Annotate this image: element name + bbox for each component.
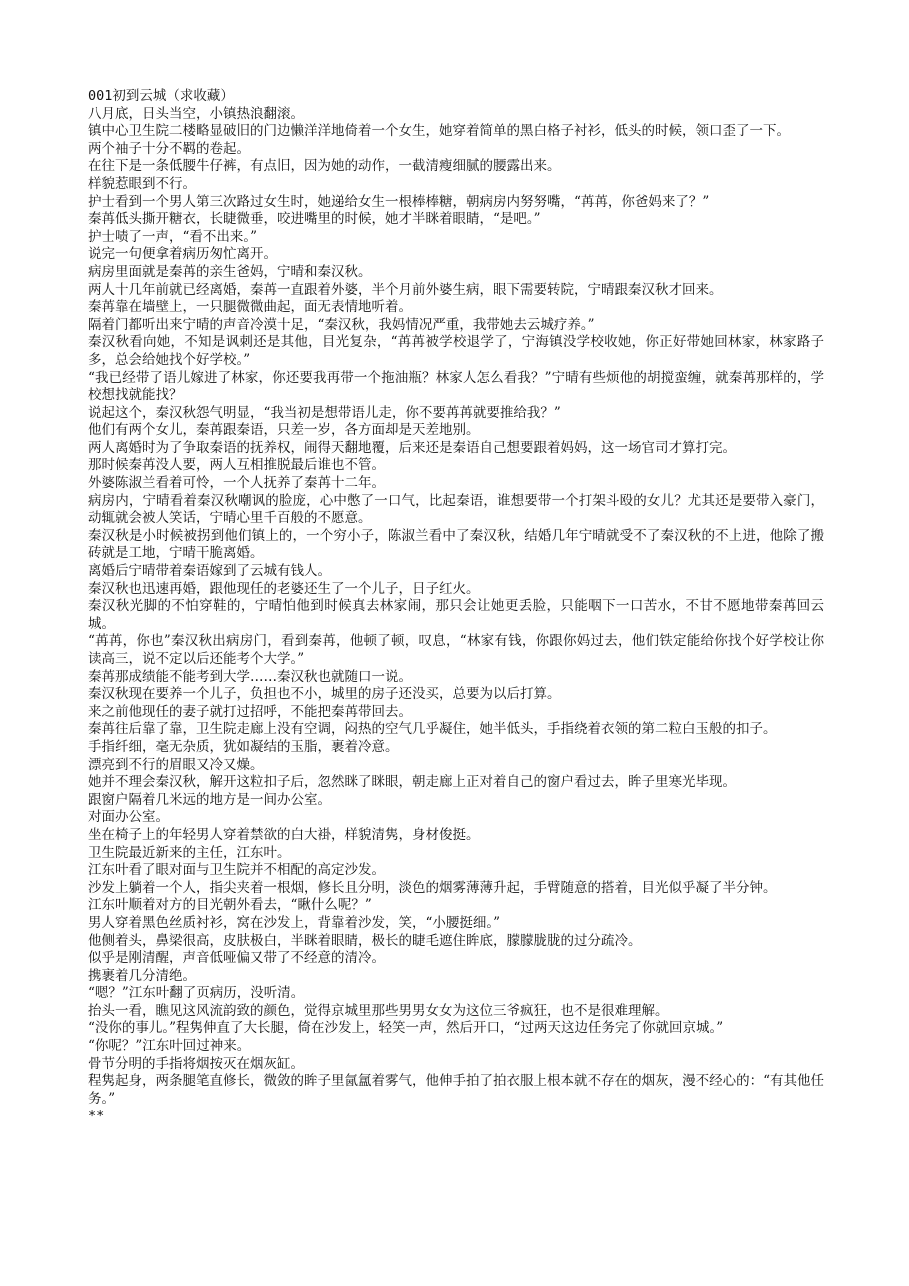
- paragraph: 抬头一看，瞧见这风流韵致的颜色，觉得京城里那些男男女女为这位三爷疯狂，也不是很难理解。: [88, 1002, 669, 1019]
- paragraph: 似乎是刚清醒，声音低哑偏又带了不经意的清冷。: [88, 950, 385, 967]
- paragraph: 卫生院最近新来的主任，江东叶。: [88, 844, 291, 861]
- section-separator: **: [88, 1108, 105, 1125]
- document-body: [88, 88, 824, 1126]
- paragraph: 来之前他现任的妻子就打过招呼，不能把秦苒带回去。: [88, 703, 412, 720]
- paragraph: “你呢？”江东叶回过神来。: [88, 1038, 251, 1055]
- paragraph: 秦汉秋是小时候被拐到他们镇上的，一个穷小子，陈淑兰看中了秦汉秋，结婚几年宁晴就受不了秦汉秋的不上进，他除了搬砖就是工地，宁晴干脆离婚。: [88, 527, 824, 562]
- paragraph: 镇中心卫生院二楼略显破旧的门边懒洋洋地倚着一个女生，她穿着简单的黑白格子衬衫，低头的时候，领口歪了一下。: [88, 123, 790, 140]
- paragraph: 坐在椅子上的年轻男人穿着禁欲的白大褂，样貌清隽，身材俊挺。: [88, 826, 480, 843]
- paragraph: 秦汉秋现在要养一个儿子，负担也不小，城里的房子还没买，总要为以后打算。: [88, 686, 561, 703]
- paragraph: 江东叶顺着对方的目光朝外看去，“瞅什么呢？”: [88, 897, 372, 914]
- paragraph: “嗯？”江东叶翻了页病历，没听清。: [88, 985, 305, 1002]
- paragraph: 跟窗户隔着几米远的地方是一间办公室。: [88, 791, 331, 808]
- paragraph: 程隽起身，两条腿笔直修长，微敛的眸子里氤氲着雾气，他伸手拍了拍衣服上根本就不存在的烟灰，漫不经心的：“有其他任务。”: [88, 1073, 824, 1107]
- paragraph: 秦苒低头撕开糖衣，长睫微垂，咬进嘴里的时候，她才半眯着眼睛，“是吧。”: [88, 211, 541, 228]
- paragraph: 说起这个，秦汉秋怨气明显，“我当初是想带语儿走，你不要苒苒就要推给我？”: [88, 404, 561, 421]
- paragraph: 那时候秦苒没人要，两人互相推脱最后谁也不管。: [88, 457, 385, 474]
- paragraph: 护士看到一个男人第三次路过女生时，她递给女生一根棒棒糖，朝病房内努努嘴，“苒苒，你爸妈来了？”: [88, 193, 710, 210]
- paragraph: 手指纤细，毫无杂质，犹如凝结的玉脂，裹着冷意。: [88, 738, 399, 755]
- paragraph: 秦苒那成绩能不能考到大学……秦汉秋也就随口一说。: [88, 668, 412, 685]
- paragraph: “没你的事儿。”程隽伸直了大长腿，倚在沙发上，轻笑一声，然后开口，“过两天这边任务完了你就回京城。”: [88, 1020, 724, 1037]
- paragraph: 样貌惹眼到不行。: [88, 175, 196, 192]
- chapter-title: 001初到云城（求收藏）: [88, 88, 234, 104]
- paragraph: 病房内，宁晴看着秦汉秋嘲讽的脸庞，心中憋了一口气，比起秦语，谁想要带一个打架斗殴的女儿？尤其还是要带入豪门，动辄就会被人笑话，宁晴心里千百般的不愿意。: [88, 492, 824, 527]
- paragraph: 对面办公室。: [88, 809, 169, 826]
- paragraph: 八月底，日头当空，小镇热浪翻滚。: [88, 105, 304, 122]
- paragraph: 秦苒往后靠了靠，卫生院走廊上没有空调，闷热的空气几乎凝住，她半低头，手指绕着衣领的第二粒白玉般的扣子。: [88, 721, 777, 738]
- paragraph: 离婚后宁晴带着秦语嫁到了云城有钱人。: [88, 563, 331, 580]
- paragraph: 漂亮到不行的眉眼又冷又燥。: [88, 756, 264, 773]
- paragraph: 秦汉秋看向她，不知是讽刺还是其他，目光复杂，“苒苒被学校退学了，宁海镇没学校收她，你正好带她回林家，林家路子多，总会给她找个好学校。”: [88, 334, 824, 368]
- paragraph: 江东叶看了眼对面与卫生院并不相配的高定沙发。: [88, 862, 385, 879]
- paragraph: 两人十几年前就已经离婚，秦苒一直跟着外婆，半个月前外婆生病，眼下需要转院，宁晴跟秦汉秋才回来。: [88, 281, 723, 298]
- paragraph: “苒苒，你也”秦汉秋出病房门，看到秦苒，他顿了顿，叹息，“林家有钱，你跟你妈过去，他们铁定能给你找个好学校让你读高三，说不定以后还能考个大学。”: [88, 633, 824, 667]
- paragraph: 护士啧了一声，“看不出来。”: [88, 228, 258, 245]
- paragraph: 外婆陈淑兰看着可怜，一个人抚养了秦苒十二年。: [88, 475, 385, 492]
- paragraph: 她并不理会秦汉秋，解开这粒扣子后，忽然眯了眯眼，朝走廊上正对着自己的窗户看过去，眸子里寒光毕现。: [88, 774, 736, 791]
- paragraph: 骨节分明的手指将烟按灭在烟灰缸。: [88, 1055, 304, 1072]
- paragraph: 说完一句便拿着病历匆忙离开。: [88, 246, 277, 263]
- paragraph: 在往下是一条低腰牛仔裤，有点旧，因为她的动作，一截清瘦细腻的腰露出来。: [88, 158, 561, 175]
- paragraph: 他侧着头，鼻梁很高，皮肤极白，半眯着眼睛，极长的睫毛遮住眸底，朦朦胧胧的过分疏冷。: [88, 932, 642, 949]
- paragraph: 沙发上躺着一个人，指尖夹着一根烟，修长且分明，淡色的烟雾薄薄升起，手臂随意的搭着，目光似乎凝了半分钟。: [88, 879, 777, 896]
- paragraph: 他们有两个女儿，秦苒跟秦语，只差一岁，各方面却是天差地别。: [88, 422, 480, 439]
- paragraph: 秦汉秋也迅速再婚，跟他现任的老婆还生了一个儿子，日子红火。: [88, 580, 480, 597]
- paragraph: 两人离婚时为了争取秦语的抚养权，闹得天翻地覆，后来还是秦语自己想要跟着妈妈，这一场官司才算打完。: [88, 439, 736, 456]
- paragraph: 两个袖子十分不羁的卷起。: [88, 140, 250, 157]
- paragraph: 秦汉秋光脚的不怕穿鞋的，宁晴怕他到时候真去林家闹，那只会让她更丢脸，只能咽下一口苦水，不甘不愿地带秦苒回云城。: [88, 598, 824, 632]
- paragraph: 秦苒靠在墙壁上，一只腿微微曲起，面无表情地听着。: [88, 299, 412, 316]
- paragraph: 隔着门都听出来宁晴的声音冷漠十足，“秦汉秋，我妈情况严重，我带她去云城疗养。”: [88, 316, 595, 333]
- paragraph: 男人穿着黑色丝质衬衫，窝在沙发上，背靠着沙发，笑，“小腰挺细。”: [88, 914, 501, 931]
- paragraph: 病房里面就是秦苒的亲生爸妈，宁晴和秦汉秋。: [88, 263, 372, 280]
- paragraph: “我已经带了语儿嫁进了林家，你还要我再带一个拖油瓶？林家人怎么看我？”宁晴有些烦他的胡搅蛮缠，就秦苒那样的，学校想找就能找？: [88, 369, 824, 404]
- paragraph: 携裹着几分清绝。: [88, 967, 196, 984]
